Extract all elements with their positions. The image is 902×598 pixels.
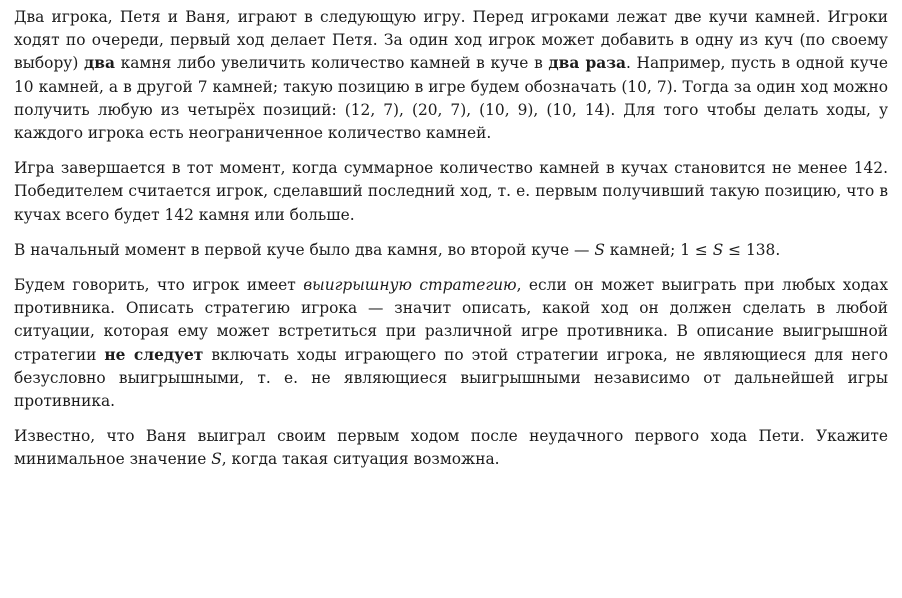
text-run: ≤ 138. bbox=[723, 240, 781, 259]
text-run: . Например, пусть в одной куче 10 камней, а в другой 7 камней; такую позицию в игре будем обозначать (10, 7). Тогда за один ход можно получить любую из четырёх позиций: (12, 7), (20, 7), (10, 9), (10, 14). Для того чтобы делать ходы, у каждого игрока есть неограниченное количество камней. bbox=[14, 54, 888, 143]
text-run: включать ходы играющего по этой стратегии игрока, не являющиеся для него безусловно выигрышными, т. е. не являющиеся выигрышными независимо от дальнейшей игры противника. bbox=[14, 345, 888, 411]
text-run: , когда такая ситуация возможна. bbox=[221, 450, 500, 469]
paragraph-end-condition bbox=[14, 157, 888, 227]
text-run-italic: выигрышную стратегию bbox=[303, 276, 517, 295]
text-run-italic: S bbox=[211, 450, 222, 469]
text-run-bold: два bbox=[84, 54, 115, 73]
text-run-bold: не следует bbox=[104, 345, 204, 364]
paragraph-rules bbox=[14, 6, 888, 145]
text-run: В начальный момент в первой куче было два камня, во второй куче — bbox=[14, 240, 595, 259]
text-run: камней; 1 ≤ bbox=[604, 240, 713, 259]
text-run-italic: S bbox=[712, 240, 724, 259]
text-run: Игра завершается в тот момент, когда суммарное количество камней в кучах становится не менее 142. Победителем считается игрок, сделавший последний ход, т. е. первым получивший такую позицию, что в кучах всего будет 142 камня или больше. bbox=[14, 159, 888, 224]
text-run: камня либо увеличить количество камней в куче в bbox=[114, 54, 549, 73]
paragraph-initial-state bbox=[14, 239, 888, 262]
text-run: Два игрока, Петя и Ваня, играют в следующую игру. Перед игроками лежат две кучи камней. Игроки ходят по очереди, первый ход делает Петя. За один ход игрок может добавить в одну из куч (по своему выбору) bbox=[14, 8, 888, 73]
paragraph-question bbox=[14, 425, 888, 471]
text-run-bold: два раза bbox=[548, 54, 626, 73]
text-run: Будем говорить, что игрок имеет bbox=[14, 276, 304, 295]
text-run-italic: S bbox=[594, 240, 605, 259]
text-run: Известно, что Ваня выиграл своим первым ходом после неудачного первого хода Пети. Укажите минимальное значение bbox=[14, 427, 888, 469]
text-run: , если он может выиграть при любых ходах противника. Описать стратегию игрока — значит описать, какой ход он должен сделать в любой ситуации, которая ему может встретиться при различной игре противника. В описание выигрышной стратегии bbox=[14, 276, 889, 364]
paragraph-strategy-definition bbox=[14, 274, 888, 413]
